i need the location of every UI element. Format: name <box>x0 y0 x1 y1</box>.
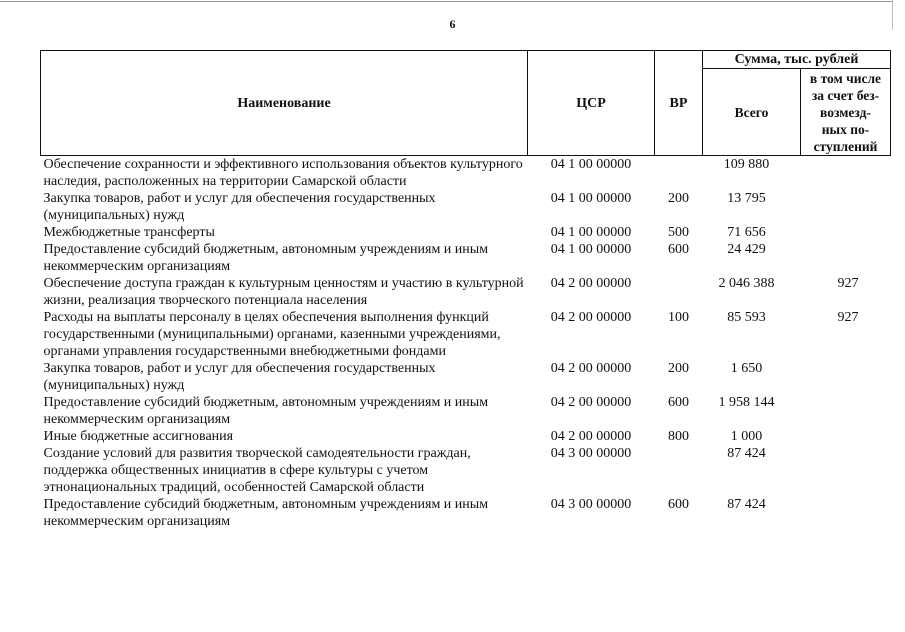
row-csr-cell: 04 1 00 00000 <box>550 157 632 172</box>
row-csr-cell: 04 3 00 00000 <box>550 497 632 512</box>
row-free-cell <box>801 241 891 275</box>
row-free-cell: 927 <box>837 310 859 325</box>
row-free-cell <box>801 496 891 530</box>
row-vr-cell <box>655 275 703 309</box>
table-row <box>41 360 891 394</box>
table-header <box>41 51 891 156</box>
row-total-cell: 1 000 <box>730 429 763 444</box>
row-csr-cell: 04 2 00 00000 <box>550 276 632 291</box>
row-name-cell: Закупка товаров, работ и услуг для обеспечения государственных (муниципальных) нужд <box>43 191 436 223</box>
row-free-cell <box>801 394 891 428</box>
table-body <box>41 156 891 531</box>
header-free: в том числе за счет без- возмезд- ных по- ступлений <box>801 69 891 156</box>
row-csr-cell: 04 1 00 00000 <box>550 225 632 240</box>
row-total-cell: 87 424 <box>727 497 766 512</box>
row-total-cell: 2 046 388 <box>718 276 775 291</box>
header-csr: ЦСР <box>528 51 655 156</box>
table-row <box>41 445 891 496</box>
row-csr-cell: 04 2 00 00000 <box>550 395 632 410</box>
row-total-cell: 1 650 <box>730 361 763 376</box>
table-row <box>41 428 891 445</box>
row-vr-cell: 500 <box>668 225 689 240</box>
row-vr-cell: 200 <box>668 361 689 376</box>
row-total-cell: 109 880 <box>723 157 770 172</box>
table-row <box>41 241 891 275</box>
table-row <box>41 394 891 428</box>
row-csr-cell: 04 1 00 00000 <box>550 191 632 206</box>
header-total: Всего <box>703 69 801 156</box>
row-csr-cell: 04 2 00 00000 <box>550 310 632 325</box>
row-free-cell: 927 <box>837 276 859 291</box>
budget-table <box>40 50 891 530</box>
row-vr-cell: 600 <box>668 497 689 512</box>
table-row <box>41 496 891 530</box>
row-free-cell <box>801 156 891 191</box>
row-name-cell: Предоставление субсидий бюджетным, автономным учреждениям и иным некоммерческим организациям <box>43 395 489 427</box>
row-name-cell: Создание условий для развития творческой самодеятельности граждан, поддержка общественных инициатив в сфере культуры с учетом этнонациональных традиций, особенностей Самарской области <box>43 446 471 495</box>
row-total-cell: 1 958 144 <box>718 395 775 410</box>
scan-top-edge <box>0 1 892 2</box>
row-total-cell: 85 593 <box>727 310 766 325</box>
table-row <box>41 275 891 309</box>
table-row <box>41 190 891 224</box>
row-csr-cell: 04 3 00 00000 <box>550 446 632 461</box>
row-free-cell <box>801 428 891 445</box>
row-total-cell: 87 424 <box>727 446 766 461</box>
row-total-cell: 24 429 <box>727 242 766 257</box>
row-name-cell: Обеспечение доступа граждан к культурным ценностям и участию в культурной жизни, реализация творческого потенциала населения <box>43 276 524 308</box>
row-vr-cell <box>655 156 703 191</box>
row-name-cell: Закупка товаров, работ и услуг для обеспечения государственных (муниципальных) нужд <box>43 361 436 393</box>
row-total-cell: 71 656 <box>727 225 766 240</box>
row-csr-cell: 04 1 00 00000 <box>550 242 632 257</box>
table-row <box>41 309 891 360</box>
row-name-cell: Иные бюджетные ассигнования <box>43 429 234 444</box>
row-vr-cell: 800 <box>668 429 689 444</box>
row-free-cell <box>801 190 891 224</box>
row-name-cell: Межбюджетные трансферты <box>43 225 215 240</box>
row-vr-cell: 200 <box>668 191 689 206</box>
row-free-cell <box>801 360 891 394</box>
row-vr-cell: 600 <box>668 242 689 257</box>
row-total-cell: 13 795 <box>727 191 766 206</box>
header-sum: Сумма, тыс. рублей <box>703 51 891 69</box>
row-csr-cell: 04 2 00 00000 <box>550 429 632 444</box>
table-row <box>41 156 891 191</box>
row-free-cell <box>801 445 891 496</box>
header-vr: ВР <box>655 51 703 156</box>
row-vr-cell: 600 <box>668 395 689 410</box>
table-row <box>41 224 891 241</box>
row-name-cell: Предоставление субсидий бюджетным, автономным учреждениям и иным некоммерческим организациям <box>43 497 489 529</box>
row-name-cell: Предоставление субсидий бюджетным, автономным учреждениям и иным некоммерческим организациям <box>43 242 489 274</box>
row-vr-cell: 100 <box>668 310 689 325</box>
row-vr-cell <box>655 445 703 496</box>
row-free-cell <box>801 224 891 241</box>
page-number: 6 <box>449 17 456 31</box>
row-name-cell: Обеспечение сохранности и эффективного использования объектов культурного наследия, расположенных на территории Самарской области <box>43 157 523 189</box>
row-csr-cell: 04 2 00 00000 <box>550 361 632 376</box>
row-name-cell: Расходы на выплаты персоналу в целях обеспечения выполнения функций государственными (муниципальными) органами, казенными учреждениями, органами управления государственными внебюджетными фондами <box>43 310 501 359</box>
header-name: Наименование <box>41 51 528 156</box>
